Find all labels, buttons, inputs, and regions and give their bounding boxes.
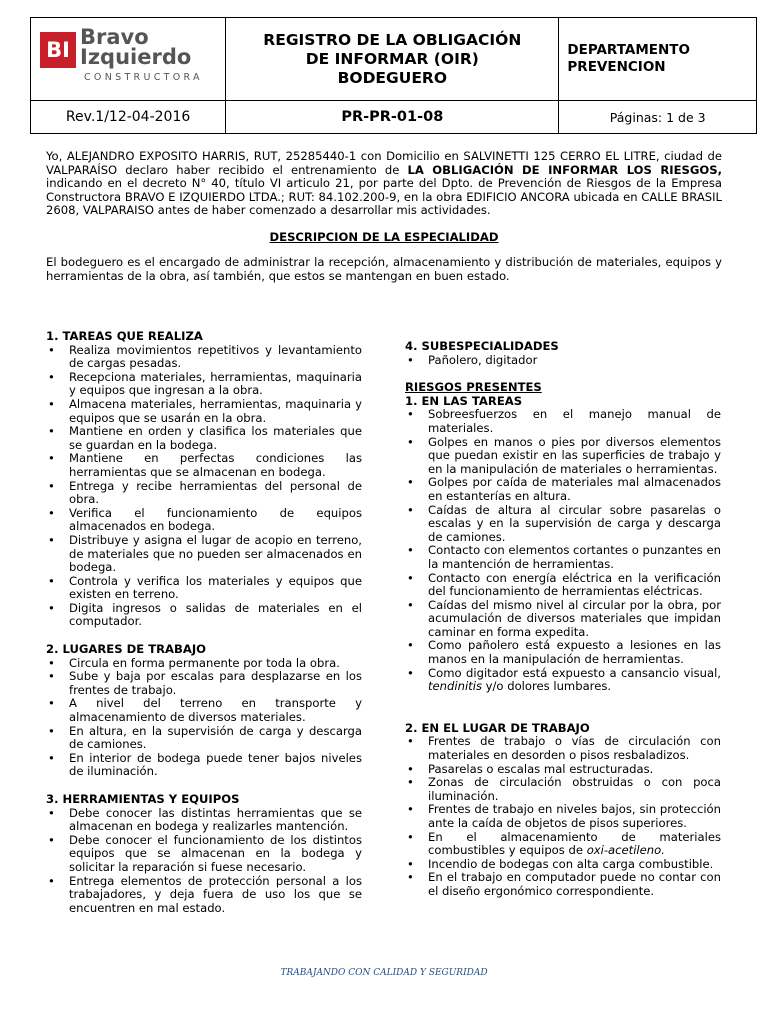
list-item: • Pasarelas o escalas mal estructuradas.: [405, 763, 721, 777]
list-item: • Entrega elementos de protección personal a los trabajadores, y deja fuera de uso los que se encuentren en mal estado.: [46, 875, 362, 916]
list-item: • Zonas de circulación obstruidas o con poca iluminación.: [405, 776, 721, 803]
list-item: • Digita ingresos o salidas de materiales en el computador.: [46, 602, 362, 629]
title-line-2: DE INFORMAR (OIR): [305, 49, 479, 68]
list-item: • Como pañolero está expuesto a lesiones en las manos en la manipulación de herramientas.: [405, 639, 721, 666]
section-lugares-title: 2. LUGARES DE TRABAJO: [46, 642, 206, 657]
list-item: [405, 667, 721, 694]
revision-label: Rev.1/12-04-2016: [31, 101, 226, 134]
section-herramientas-title: 3. HERRAMIENTAS Y EQUIPOS: [46, 792, 240, 806]
list-item: • Sobreesfuerzos en el manejo manual de materiales.: [405, 408, 721, 435]
list-item-text: En el almacenamiento de materiales combustibles y equipos de: [428, 829, 721, 858]
spacer: [405, 708, 721, 722]
list-item: • Verifica el funcionamiento de equipos almacenados en bodega.: [46, 507, 362, 534]
title-line-1: REGISTRO DE LA OBLIGACIÓN: [263, 30, 522, 49]
document-code: PR-PR-01-08: [226, 101, 559, 134]
riesgos-tareas-list: [405, 408, 721, 693]
declaration-text-end: indicando en el decreto N° 40, título VI articulo 21, por parte del Dpto. de Prevención de Riesgos de la Empresa Constructora BRAVO E IZQUIERDO LTDA.; RUT: 84.102.200-9, en la obra EDIFICIO ANCORA ubicada en CALLE BRASIL 2608, VALPARAISO antes de haber comenzado a desarrollar mis actividades.: [46, 176, 722, 218]
document-header: [30, 17, 757, 134]
list-item: • Entrega y recibe herramientas del personal de obra.: [46, 480, 362, 507]
subespecialidades-list: [405, 354, 721, 368]
company-logo-mark: BI: [40, 32, 76, 68]
list-item: • Pañolero, digitador: [405, 354, 721, 368]
list-item-text: Como digitador está expuesto a cansancio visual,: [428, 665, 721, 680]
left-column: [46, 330, 362, 929]
list-item: • Caídas de altura al circular sobre pasarelas o escalas y en la supervisión de carga y descarga de camiones.: [405, 504, 721, 545]
logo-text-bravo: Bravo: [80, 25, 149, 49]
specialty-title: DESCRIPCION DE LA ESPECIALIDAD: [269, 230, 499, 244]
list-item-italic: oxi-acetileno.: [586, 843, 665, 858]
list-item: • Mantiene en perfectas condiciones las herramientas que se almacenan en bodega.: [46, 452, 362, 479]
list-item: [405, 831, 721, 858]
list-item: • A nivel del terreno en transporte y almacenamiento de diversos materiales.: [46, 697, 362, 724]
list-item: • Golpes en manos o pies por diversos elementos que puedan existir en las superficies de trabajo y en la manipulación de materiales o herramientas.: [405, 436, 721, 477]
riesgos-title: RIESGOS PRESENTES: [405, 380, 542, 395]
lugares-list: [46, 657, 362, 779]
department-cell: [559, 18, 757, 101]
list-item: • Circula en forma permanente por toda la obra.: [46, 657, 362, 671]
title-line-3: BODEGUERO: [337, 68, 448, 87]
specialty-description: El bodeguero es el encargado de administrar la recepción, almacenamiento y distribución de materiales, equipos y herramientas de la obra, así también, que estos se mantengan en buen estado.: [46, 255, 722, 283]
list-item: • Contacto con elementos cortantes o punzantes en la mantención de herramientas.: [405, 544, 721, 571]
list-item: • Caídas del mismo nivel al circular por la obra, por acumulación de diversos materiales que impidan caminar en forma expedita.: [405, 599, 721, 640]
list-item: • Frentes de trabajo en niveles bajos, sin protección ante la caída de objetos de pisos superiores.: [405, 803, 721, 830]
tareas-list: [46, 344, 362, 629]
logo-text-constructora: CONSTRUCTORA: [84, 72, 203, 83]
list-item: • Debe conocer el funcionamiento de los distintos equipos que se almacenan en la bodega y solicitar la reparación si fuese necesario.: [46, 834, 362, 875]
list-item-italic: tendinitis: [428, 679, 482, 694]
list-item: • Recepciona materiales, herramientas, maquinaria y equipos que ingresan a la obra.: [46, 371, 362, 398]
list-item: • Golpes por caída de materiales mal almacenados en estanterías en altura.: [405, 476, 721, 503]
list-item: • Sube y baja por escalas para desplazarse en los frentes de trabajo.: [46, 670, 362, 697]
list-item: • Frentes de trabajo o vías de circulación con materiales en desorden o pisos resbaladizos.: [405, 735, 721, 762]
list-item: • Controla y verifica los materiales y equipos que existen en terreno.: [46, 575, 362, 602]
list-item: • Almacena materiales, herramientas, maquinaria y equipos que se usarán en la obra.: [46, 398, 362, 425]
list-item: • Mantiene en orden y clasifica los materiales que se guardan en la bodega.: [46, 425, 362, 452]
declaration-bold-text: LA OBLIGACIÓN DE INFORMAR LOS RIESGOS,: [407, 162, 722, 177]
list-item: • Debe conocer las distintas herramientas que se almacenan en bodega y realizarles mantención.: [46, 807, 362, 834]
section-riesgos-tareas-title: 1. EN LAS TAREAS: [405, 393, 523, 408]
declaration-paragraph: [46, 150, 722, 218]
document-title: [226, 18, 559, 101]
list-item: • Contacto con energía eléctrica en la verificación del funcionamiento de herramientas eléctricas.: [405, 572, 721, 599]
list-item: • En interior de bodega puede tener bajos niveles de iluminación.: [46, 752, 362, 779]
page-count: Páginas: 1 de 3: [559, 101, 757, 134]
section-subespecialidades-title: 4. SUBESPECIALIDADES: [405, 339, 559, 353]
list-item-text: y/o dolores lumbares.: [481, 679, 612, 694]
section-tareas-title: 1. TAREAS QUE REALIZA: [46, 329, 203, 343]
department-line-1: DEPARTAMENTO: [567, 42, 690, 58]
section-riesgos-lugar-title: 2. EN EL LUGAR DE TRABAJO: [405, 720, 590, 735]
declaration-text-start: Yo, ALEJANDRO EXPOSITO HARRIS, RUT, 25285440-1 con Domicilio en SALVINETTI 125 CERRO EL LITRE, ciudad de VALPARAÍSO declaro haber recibido el entrenamiento de: [46, 149, 722, 177]
list-item: • Incendio de bodegas con alta carga combustible.: [405, 858, 721, 872]
footer-slogan: TRABAJANDO CON CALIDAD Y SEGURIDAD: [280, 968, 488, 978]
herramientas-list: [46, 807, 362, 916]
logo-text-izquierdo: Izquierdo: [80, 45, 192, 69]
list-item: • Distribuye y asigna el lugar de acopio en terreno, de materiales que no pueden ser almacenados en bodega.: [46, 534, 362, 575]
department-line-2: PREVENCION: [567, 59, 666, 75]
logo-cell: [31, 18, 226, 101]
list-item: • En el trabajo en computador puede no contar con el diseño ergonómico correspondiente.: [405, 871, 721, 898]
riesgos-lugar-list: [405, 735, 721, 898]
list-item: • En altura, en la supervisión de carga y descarga de camiones.: [46, 725, 362, 752]
list-item: • Realiza movimientos repetitivos y levantamiento de cargas pesadas.: [46, 344, 362, 371]
right-column: [405, 340, 721, 913]
